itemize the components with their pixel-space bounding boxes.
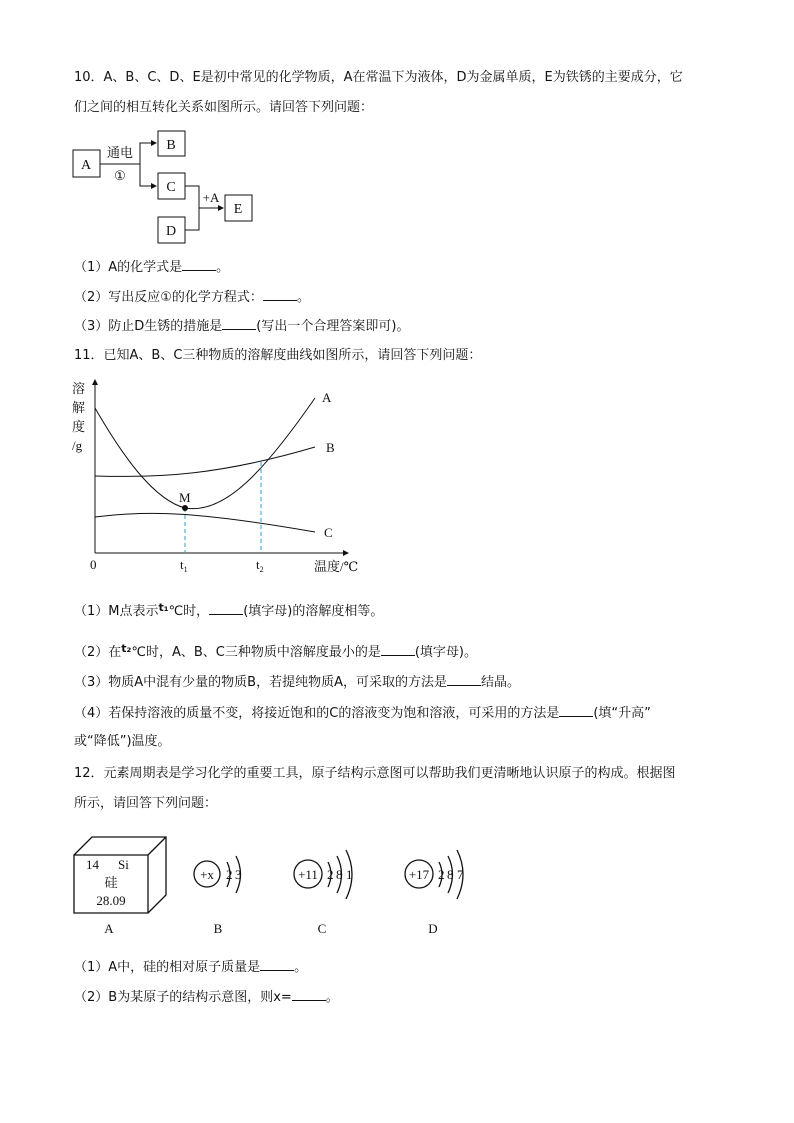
nucleus-b: +x: [200, 867, 214, 882]
shell: 7: [457, 867, 464, 882]
shell: 1: [346, 867, 353, 882]
ylabel: 度: [72, 419, 86, 434]
curve-a: [95, 398, 315, 509]
figure-label-d: D: [428, 921, 438, 936]
t2-symbol: t₂: [121, 642, 132, 655]
text: （2）写出反应①的化学方程式：: [74, 290, 263, 305]
answer-blank[interactable]: [182, 258, 216, 271]
point-m-label: M: [179, 490, 191, 505]
answer-blank[interactable]: [222, 317, 256, 330]
q10-stem-line2: 们之间的相互转化关系如图所示。请回答下列问题：: [74, 100, 374, 115]
text: 。: [294, 960, 308, 975]
text: （3）防止D生锈的措施是: [74, 319, 223, 334]
text: (填字母)。: [414, 645, 478, 660]
nucleus-c: +11: [298, 867, 318, 882]
ylabel: 溶: [72, 381, 86, 396]
t2-label: $t_2$: [256, 557, 264, 574]
nucleus-d: +17: [408, 867, 430, 882]
ylabel: 解: [72, 400, 86, 415]
q12-sub2: [74, 988, 339, 1006]
shell: 2: [226, 867, 233, 882]
q11-sub1: [74, 600, 383, 620]
q11-sub3: [74, 673, 520, 691]
xlabel: 温度/℃: [314, 559, 359, 574]
curve-b-label: B: [326, 440, 335, 455]
plus-a: +A: [202, 190, 220, 205]
atomic-mass: 28.09: [96, 893, 126, 908]
text: （3）物质A中混有少量的物质B，若提纯物质A，可采取的方法是: [74, 675, 447, 690]
answer-blank[interactable]: [292, 988, 326, 1001]
shell: 2: [327, 867, 334, 882]
text: (写出一个合理答案即可)。: [256, 319, 410, 334]
text: （4）若保持溶液的质量不变，将接近饱和的C的溶液变为饱和溶液，可采用的方法是: [74, 706, 560, 721]
text: 。: [296, 290, 310, 305]
answer-blank[interactable]: [447, 673, 481, 686]
shell: 8: [336, 867, 343, 882]
q11-sub4: [74, 704, 651, 722]
text: ℃时，: [168, 604, 210, 619]
q11-sub4-line2: 或“降低”)温度。: [74, 734, 171, 749]
q12-stem-line2: 所示，请回答下列问题：: [74, 796, 218, 811]
text: （2）B为某原子的结构示意图，则x=: [74, 990, 292, 1005]
text: (填“升高”: [593, 706, 651, 721]
q11-sub2: [74, 641, 477, 661]
q12-sub1: [74, 958, 307, 976]
answer-blank[interactable]: [381, 643, 415, 656]
q10-stem-line1: 10．A、B、C、D、E是初中常见的化学物质，A在常温下为液体，D为金属单质，E为铁锈的主要成分，它: [74, 70, 683, 85]
shell: 3: [235, 867, 242, 882]
answer-blank[interactable]: [209, 602, 243, 615]
curve-b: [95, 447, 315, 476]
shell: 8: [447, 867, 454, 882]
box-c: C: [166, 180, 176, 195]
q10-conversion-diagram: [70, 125, 260, 245]
box-b: B: [166, 138, 176, 153]
text: （2）在: [74, 645, 122, 660]
text: 结晶。: [480, 675, 520, 690]
q10-sub1: [74, 258, 229, 276]
box-a: A: [80, 158, 92, 173]
atomic-number: 14: [86, 857, 99, 872]
curve-c: [95, 513, 315, 532]
curve-c-label: C: [324, 525, 333, 540]
text: （1）A中，硅的相对原子质量是: [74, 960, 261, 975]
box-d: D: [165, 224, 177, 239]
point-m: [182, 505, 188, 511]
answer-blank[interactable]: [263, 288, 297, 301]
element-symbol: Si: [118, 857, 129, 872]
q12-stem-line1: 12．元素周期表是学习化学的重要工具，原子结构示意图可以帮助我们更清晰地认识原子的构成。根据图: [74, 766, 676, 781]
curve-a-label: A: [322, 390, 332, 405]
answer-blank[interactable]: [260, 958, 294, 971]
q11-stem: 11．已知A、B、C三种物质的溶解度曲线如图所示，请回答下列问题：: [74, 348, 482, 363]
reaction-number: ①: [114, 168, 126, 183]
figure-label-a: A: [104, 921, 114, 936]
shell: 2: [438, 867, 445, 882]
origin-label: 0: [90, 557, 97, 572]
figure-label-c: C: [317, 921, 327, 936]
ylabel: /g: [72, 438, 83, 453]
text: （1）A的化学式是: [74, 260, 183, 275]
t1-label: $t_1$: [180, 557, 188, 574]
text: 。: [216, 260, 230, 275]
text: （1）M点表示: [74, 604, 159, 619]
q12-figures: [60, 825, 500, 940]
element-name: 硅: [104, 875, 118, 890]
condition-electrolysis: 通电: [106, 145, 134, 160]
text: ℃时，A、B、C三种物质中溶解度最小的是: [131, 645, 381, 660]
box-e: E: [233, 202, 243, 217]
text: (填字母)的溶解度相等。: [243, 604, 384, 619]
q10-sub2: [74, 288, 310, 306]
t1-symbol: t₁: [158, 601, 169, 614]
text: 。: [325, 990, 339, 1005]
q10-sub3: [74, 317, 409, 335]
answer-blank[interactable]: [559, 704, 593, 717]
figure-label-b: B: [213, 921, 223, 936]
